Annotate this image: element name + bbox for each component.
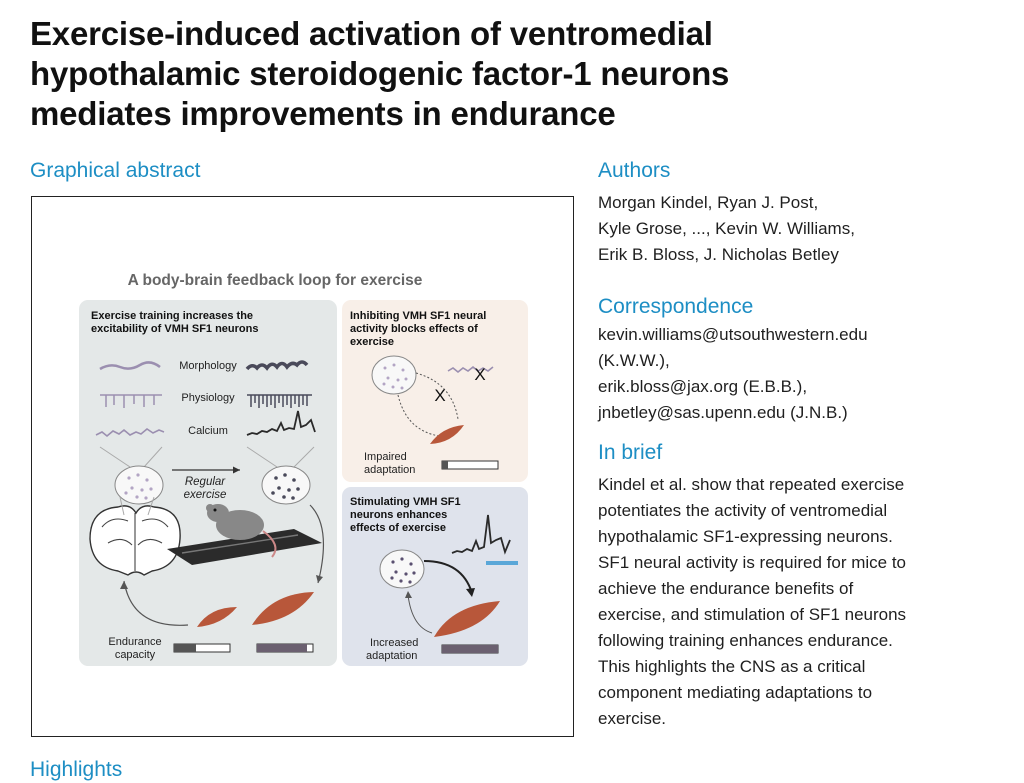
correspondence-heading: Correspondence xyxy=(598,295,754,318)
neuron-cluster-inhibited-icon xyxy=(372,356,416,394)
highlights-heading: Highlights xyxy=(30,758,123,781)
brain-section-icon xyxy=(90,506,180,575)
endurance-bar-before-fill xyxy=(174,644,196,652)
arrow-label-line: exercise xyxy=(183,489,227,501)
x-mark-icon: X xyxy=(434,386,446,405)
graphical-abstract-figure xyxy=(31,196,574,737)
result-label-line: adaptation xyxy=(366,650,418,662)
arrow-label-line: Regular xyxy=(184,476,226,488)
email-link[interactable]: kevin.williams@utsouthwestern.edu xyxy=(598,325,868,344)
brief-line: exercise. xyxy=(598,709,667,728)
endurance-bar-after-fill xyxy=(257,644,307,652)
panel-bottom-right-title-line: effects of exercise xyxy=(350,522,446,534)
impaired-bar xyxy=(442,461,498,469)
author-line: Kyle Grose, ..., Kevin W. Williams, xyxy=(598,219,855,238)
brief-line: following training enhances endurance. xyxy=(598,631,893,650)
panel-bottom-right-title-line: neurons enhances xyxy=(350,509,448,521)
impaired-bar-fill xyxy=(442,461,448,469)
increased-bar-fill xyxy=(442,645,498,653)
result-label-line: Impaired xyxy=(364,451,407,463)
row-label-calcium: Calcium xyxy=(188,425,228,437)
panel-top-right-title-line: Inhibiting VMH SF1 neural xyxy=(350,310,487,322)
graphical-abstract-svg xyxy=(32,197,572,735)
authors-list xyxy=(598,190,855,268)
brief-line: exercise, and stimulation of SF1 neurons xyxy=(598,605,907,624)
neuron-cluster-after-icon xyxy=(262,466,310,504)
graphical-abstract-heading: Graphical abstract xyxy=(30,159,201,182)
article-title xyxy=(30,14,930,134)
in-brief-heading: In brief xyxy=(598,441,663,464)
panel-top-right-title-line: exercise xyxy=(350,336,395,348)
author-line: Morgan Kindel, Ryan J. Post, xyxy=(598,193,819,212)
neuron-cluster-stimulated-icon xyxy=(380,550,424,588)
email-link[interactable]: erik.bloss@jax.org (E.B.B.), xyxy=(598,377,808,396)
correspondence-line: (K.W.W.), xyxy=(598,351,670,370)
neuron-cluster-before-icon xyxy=(115,466,163,504)
brief-line: This highlights the CNS as a critical xyxy=(598,657,866,676)
row-label-physiology: Physiology xyxy=(181,392,235,404)
email-link[interactable]: jnbetley@sas.upenn.edu (J.N.B.) xyxy=(598,403,848,422)
panel-bottom-right-title-line: Stimulating VMH SF1 xyxy=(350,496,461,508)
x-mark-icon: X xyxy=(474,365,486,384)
author-line: Erik B. Bloss, J. Nicholas Betley xyxy=(598,245,839,264)
brief-line: potentiates the activity of ventromedial xyxy=(598,501,888,520)
title-line: hypothalamic steroidogenic factor-1 neurons xyxy=(30,55,730,92)
brief-line: Kindel et al. show that repeated exercise xyxy=(598,475,905,494)
brief-line: hypothalamic SF1-expressing neurons. xyxy=(598,527,893,546)
panel-left-title-line: excitability of VMH SF1 neurons xyxy=(91,323,259,335)
panel-top-right-title-line: activity blocks effects of xyxy=(350,323,478,335)
figure-title: A body-brain feedback loop for exercise xyxy=(127,272,423,289)
brief-line: SF1 neural activity is required for mice to xyxy=(598,553,907,572)
endurance-label-line: capacity xyxy=(114,649,156,661)
correspondence-list xyxy=(598,322,868,426)
endurance-label-line: Endurance xyxy=(108,636,162,648)
row-label-morphology: Morphology xyxy=(179,360,237,372)
title-line: Exercise-induced activation of ventromedial xyxy=(30,15,713,52)
result-label-line: adaptation xyxy=(364,464,416,476)
brief-line: component mediating adaptations to xyxy=(598,683,873,702)
in-brief-text xyxy=(598,472,978,732)
stimulation-bar xyxy=(486,561,518,565)
result-label-line: Increased xyxy=(370,637,419,649)
title-line: mediates improvements in endurance xyxy=(30,95,616,132)
authors-heading: Authors xyxy=(598,159,671,182)
brief-line: achieve the endurance benefits of xyxy=(598,579,854,598)
panel-left-title-line: Exercise training increases the xyxy=(91,310,254,322)
